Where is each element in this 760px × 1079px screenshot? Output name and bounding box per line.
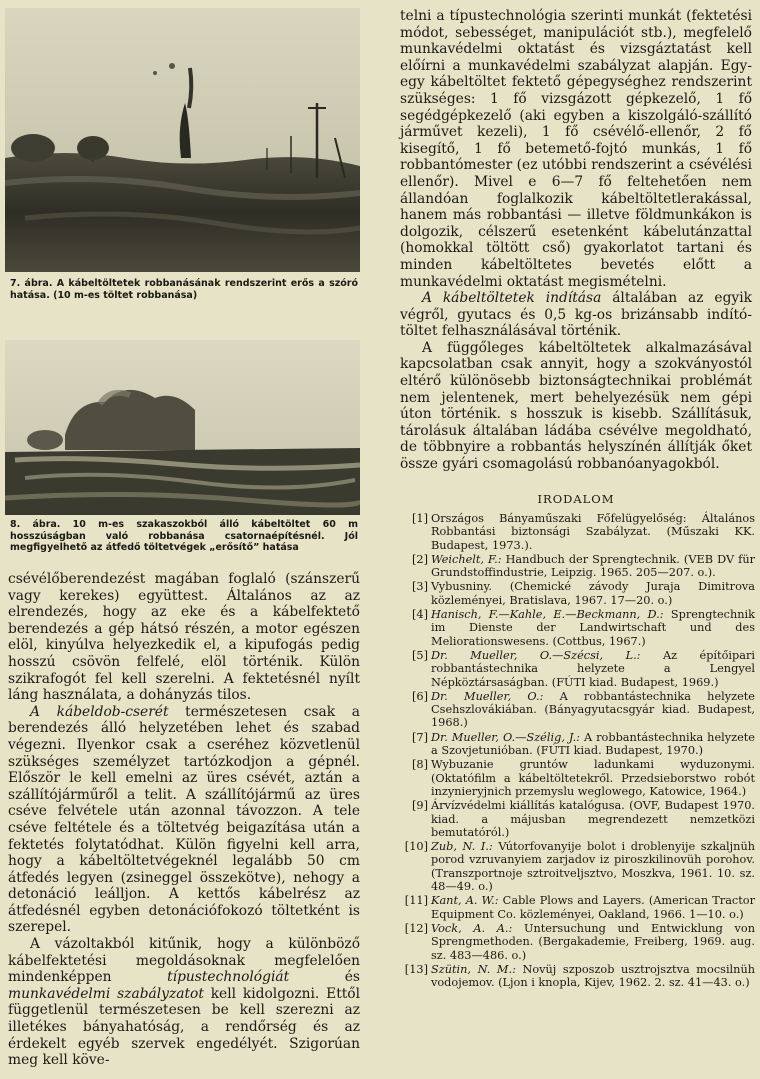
reference-text: Szütin, N. M.: Novüj szposzob usztrojsztva mocsilnüh vodojemov. (Ljon i knopla, Kijev, 1962. 2. sz. 41—43. o.) — [431, 962, 755, 990]
reference-text: Vock, A. A.: Untersuchung und Entwicklung von Sprengmethoden. (Bergakademie, Freiberg, 1969. aug. sz. 483—486. o.) — [431, 921, 755, 962]
reference-text: Országos Bányaműszaki Főfelügyelőség: Általános Robbantási biztonsági Szabályzat. (Műszaki KK. Budapest, 1973.). — [431, 512, 755, 552]
reference-number: [13] — [404, 962, 428, 976]
reference-text: Hanisch, F.—Kahle, E.—Beckmann, D.: Sprengtechnik im Dienste der Landwirtschaft und des Meliorationswesens. (Cottbus, 1967.) — [431, 608, 755, 648]
reference-text: Wybuzanie gruntów ladunkami wyduzonymi. (Oktatófilm a kábeltöltetekről. Przedsieborstwo robót inzynieryjnich przemyslu weglowego, Katowice, 1964.) — [431, 758, 755, 798]
reference-number: [8] — [411, 758, 428, 772]
reference-item — [400, 799, 755, 839]
figure-8-photo — [5, 340, 360, 515]
reference-author: Hanisch, F.—Kahle, E.—Beckmann, D.: — [431, 608, 664, 622]
reference-text: Dr. Mueller, O.: A robbantástechnika helyzete Csehszlovákiában. (Bányagyutacsgyár kiad. Budapest, 1968.) — [431, 689, 755, 730]
left-paragraph-1: csévélőberendezést magában foglaló (szánszerű vagy kerekes) együttest. Általános az az elrendezés, hogy az eke és a kábelfektető berendezés a gép hátsó részén, a motor egészen elöl, kinyúlva helyezkedik el, a kipufogás pedig hosszú csövön felfelé, elöl történik. Külön szikrafogót fel kell szerelni. A fektetésnél nyílt láng használata, a dohányzás tilos. — [8, 571, 360, 704]
right-column-text — [400, 8, 752, 473]
reference-number: [2] — [411, 552, 428, 566]
reference-text: Dr. Mueller, O.—Szélig, J.: A robbantástechnika helyzete a Szovjetunióban. (FÚTI kiad. Budapest, 1970.) — [431, 730, 755, 758]
figure-7-photo — [5, 8, 360, 272]
reference-author: Dr. Mueller, O.—Szécsi, L.: — [431, 648, 641, 662]
reference-number: [4] — [411, 608, 428, 622]
reference-item — [400, 608, 755, 648]
reference-author: Dr. Mueller, O.—Szélig, J.: — [431, 730, 580, 744]
reference-author: Zub, N. I.: — [431, 840, 493, 854]
reference-text: Dr. Mueller, O.—Szécsi, L.: Az építőipari robbantástechnika helyzete a Lengyel Népköztársaságban. (FÚTI kiad. Budapest, 1969.) — [431, 648, 755, 689]
reference-number: [12] — [404, 921, 428, 935]
reference-number: [3] — [411, 580, 428, 594]
references-heading: IRODALOM — [537, 492, 615, 506]
reference-item — [400, 894, 755, 921]
reference-text: Árvízvédelmi kiállítás katalógusa. (OVF, Budapest 1970. kiad. a májusban megrendezett nemzetközi bemutatóról.) — [431, 799, 755, 839]
reference-number: [1] — [411, 512, 428, 525]
reference-number: [5] — [411, 648, 428, 662]
reference-item — [400, 553, 755, 580]
reference-item — [400, 649, 755, 689]
reference-item — [400, 512, 755, 552]
reference-item — [400, 580, 755, 607]
left-paragraph-3: A vázoltakból kitűnik, hogy a különböző kábelfektetési megoldásoknak megfelelően mindenképpen típustechnológiát és munkavédelmi szabályzatot kell kidolgozni. Ettől függetlenül természetesen be kell szerezni az illetékes bányahatóság, a rendőrség és az érdekelt egyéb szervek engedélyét. Szigorúan meg kell köve- — [8, 936, 361, 1069]
reference-number: [9] — [411, 799, 428, 813]
reference-item — [400, 922, 755, 962]
reference-item — [400, 731, 755, 758]
reference-list — [400, 512, 755, 990]
figure-8-caption: 8. ábra. 10 m-es szakaszokból álló kábeltöltet 60 m hosszúságban való robbanása csatornaépítésnél. Jól megfigyelhető az átfedő töltetvégek „erősítő” hatása — [10, 519, 358, 553]
reference-text: Kant, A. W.: Cable Plows and Layers. (American Tractor Equipment Co. közleményei, Oakland, 1966. 1—10. o.) — [431, 894, 755, 921]
reference-author: Dr. Mueller, O.: — [431, 689, 544, 703]
figure-7-caption: 7. ábra. A kábeltöltetek robbanásának rendszerint erős a szóró hatása. (10 m-es töltet robbanása) — [10, 278, 358, 301]
reference-item — [400, 840, 755, 893]
reference-number: [6] — [411, 689, 428, 703]
reference-number: [10] — [404, 840, 428, 854]
right-paragraph-2: A kábeltöltetek indítása általában az egyik végről, gyutacs és 0,5 kg-os brizánsabb indító-töltet felhasználásával történik. — [400, 290, 752, 340]
reference-author: Weichelt, F.: — [431, 552, 502, 566]
left-paragraph-2: A kábeldob-cserét természetesen csak a berendezés álló helyzetében lehet és szabad végezni. Ilyenkor csak a cseréhez közvetlenül szükséges személyzet tartózkodjon a gépnél. Először le kell emelni az üres csévét, aztán a szállítójárműről a telit. A szállítójármű az üres cséve felvétele után azonnal távozzon. A tele cséve feltétele és a töltetvég beigazítása után a fektetés folytatódhat. Külön figyelni kell arra, hogy a kábeltöltetvégeknél legalább 50 cm átfedés legyen (zsineggel összekötve), nehogy a detonáció leálljon. A kettős kábelrész az átfedésnél egyben detonációfokozó töltetként is szerepel. — [8, 703, 360, 936]
reference-author: Vock, A. A.: — [431, 921, 513, 935]
left-column-text — [8, 571, 360, 1069]
reference-number: [11] — [404, 894, 428, 908]
reference-author: Szütin, N. M.: — [431, 962, 516, 976]
reference-text: Zub, N. I.: Vútorfovanyije bolot i droblenyije szkaljnüh porod vzruvanyiem zarjadov iz piroszkilinovüh porohov. (Transzportnoje sztroitveljsztvo, Moszkva, 1961. 10. sz. 48—49. o.) — [431, 840, 755, 894]
reference-item — [400, 758, 755, 798]
reference-number: [7] — [411, 730, 428, 744]
right-paragraph-1: telni a típustechnológia szerinti munkát (fektetési módot, sebességet, manipulációt stb.), megfelelő munkavédelmi oktatást és vizsgáztatást kell előírni a munkavédelmi szabályzat alapján. Egy-egy kábeltöltet fektető gépegységhez rendszerint szükséges: 1 fő vizsgázott gépkezelő, 1 fő segédgépkezelő (aki egyben a kiszolgáló-szállító járművet kezeli), 1 fő csévélő-ellenőr, 2 fő kisegítő, 1 fő betemető-fojtó munkás, 1 fő robbantómester (ez utóbbi rendszerint a csévélési ellenőr). Mivel e 6—7 fő feltehetően nem állandóan foglalkozik kábeltöltetlerakással, hanem más robbantási — illetve földmunkákon is dolgozik, célszerű esetenként kábelutánzattal (homokkal töltött cső) gyakorlatot tartani és minden kábeltöltetes bevetés előtt a munkavédelmi oktatást megismételni. — [400, 8, 752, 290]
reference-item — [400, 690, 755, 730]
reference-author: Kant, A. W.: — [431, 894, 499, 908]
reference-text: Vybusniny. (Chemické závody Juraja Dimitrova közleményei, Bratislava, 1967. 17—20. o.) — [431, 580, 755, 607]
right-paragraph-3: A függőleges kábeltöltetek alkalmazásával kapcsolatban csak annyit, hogy a szokványostól eltérő különösebb biztonságtechnikai problémát nem jelentenek, mert behelyezésük nem gépi úton történik. s hosszuk is kisebb. Szállításuk, tárolásuk általában ládába csévélve megoldható, de többnyire a robbantás helyszínén állítják őket össze gyári csomagolású robbanóanyagokból. — [400, 339, 752, 473]
reference-text: Weichelt, F.: Handbuch der Sprengtechnik. (VEB DV für Grundstoffindustrie, Leipzig. 1965. 205—207. o.). — [431, 552, 755, 580]
reference-item — [400, 963, 755, 990]
